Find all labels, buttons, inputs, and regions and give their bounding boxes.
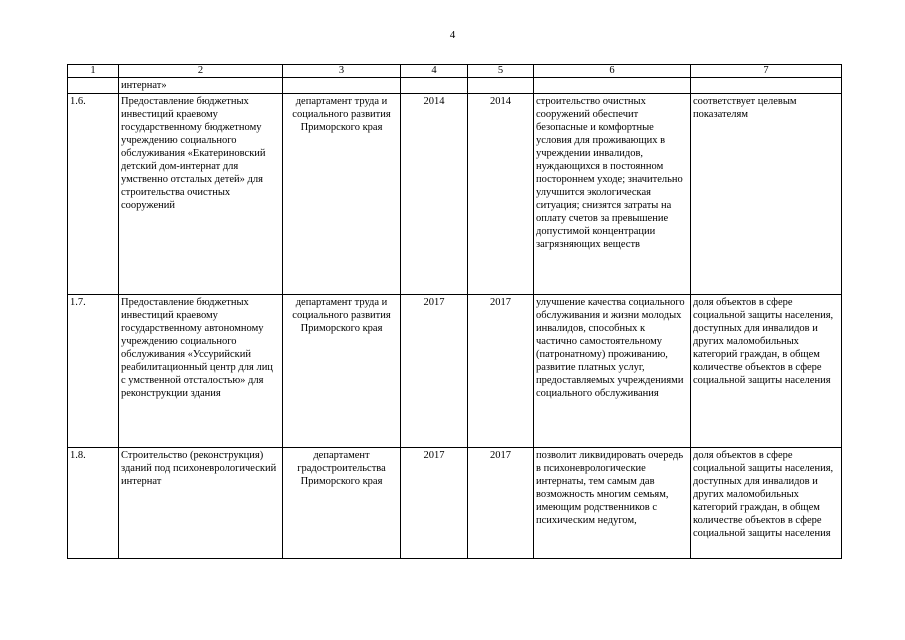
cell-start: 2017	[401, 295, 468, 448]
cell-name: интернат»	[119, 78, 283, 94]
cell-indicator: соответствует целевым показателям	[691, 94, 842, 295]
cell-executor	[283, 78, 401, 94]
column-header-7: 7	[691, 65, 842, 78]
continuation-row	[68, 78, 842, 94]
cell-end: 2017	[468, 448, 534, 559]
column-header-4: 4	[401, 65, 468, 78]
cell-name: Предоставление бюджетных инвестиций краевому государственному бюджетному учреждению социального обслуживания «Екатериновский детский дом-интернат для умственно отсталых детей» для строительства очистных сооружений	[119, 94, 283, 295]
cell-name: Предоставление бюджетных инвестиций краевому государственному автономному учреждению социального обслуживания «Уссурийский реабилитационный центр для лиц с умственной отсталостью» для реконструкции здания	[119, 295, 283, 448]
cell-executor: департамент градостроительства Приморского края	[283, 448, 401, 559]
column-header-2: 2	[119, 65, 283, 78]
cell-result	[534, 78, 691, 94]
program-measures-table	[67, 64, 842, 559]
cell-result: улучшение качества социального обслуживания и жизни молодых инвалидов, способных к частично самостоятельному (патронатному) проживанию, развитие платных услуг, предоставляемых учреждениями социального обслуживания	[534, 295, 691, 448]
column-header-1: 1	[68, 65, 119, 78]
cell-start	[401, 78, 468, 94]
cell-num: 1.8.	[68, 448, 119, 559]
column-header-5: 5	[468, 65, 534, 78]
cell-indicator: доля объектов в сфере социальной защиты населения, доступных для инвалидов и других маломобильных категорий граждан, в общем количестве объектов в сфере социальной защиты населения	[691, 295, 842, 448]
table-row	[68, 295, 842, 448]
cell-indicator: доля объектов в сфере социальной защиты населения, доступных для инвалидов и других маломобильных категорий граждан, в общем количестве объектов в сфере социальной защиты населения	[691, 448, 842, 559]
cell-name: Строительство (реконструкция) зданий под психоневрологический интернат	[119, 448, 283, 559]
column-header-3: 3	[283, 65, 401, 78]
table-row	[68, 94, 842, 295]
cell-start: 2014	[401, 94, 468, 295]
header-row	[68, 65, 842, 78]
cell-end: 2014	[468, 94, 534, 295]
cell-result: позволит ликвидировать очередь в психоневрологические интернаты, тем самым дав возможность многим семьям, имеющим родственников с психическим недугом,	[534, 448, 691, 559]
cell-num: 1.7.	[68, 295, 119, 448]
cell-num	[68, 78, 119, 94]
cell-end	[468, 78, 534, 94]
cell-executor: департамент труда и социального развития Приморского края	[283, 94, 401, 295]
cell-executor: департамент труда и социального развития Приморского края	[283, 295, 401, 448]
cell-indicator	[691, 78, 842, 94]
table-row	[68, 448, 842, 559]
column-header-6: 6	[534, 65, 691, 78]
cell-num: 1.6.	[68, 94, 119, 295]
page-number: 4	[449, 29, 456, 41]
cell-start: 2017	[401, 448, 468, 559]
cell-end: 2017	[468, 295, 534, 448]
cell-result: строительство очистных сооружений обеспечит безопасные и комфортные условия для проживающих в учреждении инвалидов, нуждающихся в постоянном постороннем уходе; значительно улучшится экологическая ситуация; снизятся затраты на оплату счетов за превышение допустимой концентрации загрязняющих веществ	[534, 94, 691, 295]
